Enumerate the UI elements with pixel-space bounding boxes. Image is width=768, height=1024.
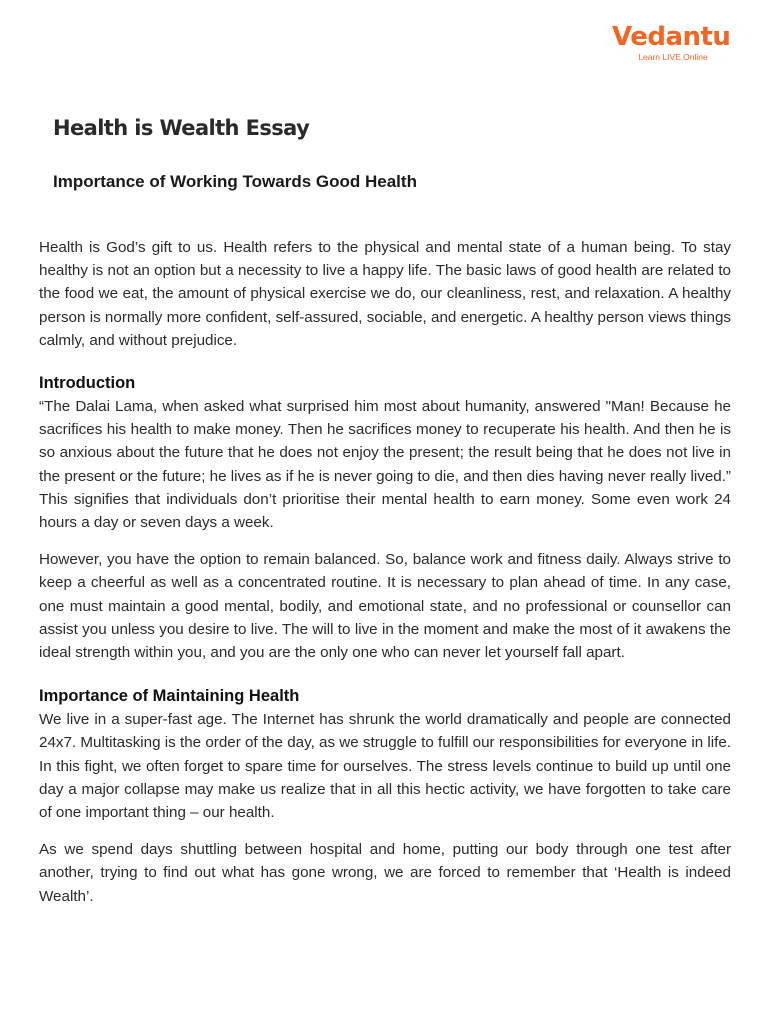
section-heading-introduction: Introduction: [39, 374, 136, 393]
logo-tagline: Learn LIVE Online: [638, 52, 708, 62]
section-heading-importance: Importance of Maintaining Health: [39, 687, 300, 706]
importance-paragraph-1: We live in a super-fast age. The Internet has shrunk the world dramatically and people are connected 24x7. Multitasking is the order of the day, as we struggle to fulfill our responsibilities for everyone in life. In this fight, we often forget to spare time for ourselves. The stress levels continue to build up until one day a major collapse may make us realize that in all this hectic activity, we have forgotten to take care of one important thing – our health.: [39, 711, 731, 822]
vedantu-logo[interactable]: [612, 22, 731, 62]
importance-paragraph-2: As we spend days shuttling between hospital and home, putting our body through one test after another, trying to find out what has gone wrong, we are forced to remember that ‘Health is indeed Wealth’.: [39, 841, 731, 905]
introduction-paragraph-1: “The Dalai Lama, when asked what surprised him most about humanity, answered "Man! Because he sacrifices his health to make money. Then he sacrifices money to recuperate his health. And then he is so anxious about the future that he does not enjoy the present; the result being that he does not live in the present or the future; he lives as if he is never going to die, and then dies having never really lived.” This signifies that individuals don’t prioritise their mental health to earn money. Some even work 24 hours a day or seven days a week.: [39, 398, 731, 532]
introduction-paragraph-2: However, you have the option to remain balanced. So, balance work and fitness daily. Always strive to keep a cheerful as well as a concentrated routine. It is necessary to plan ahead of time. In any case, one must maintain a good mental, bodily, and emotional state, and no professional or counsellor can assist you unless you desire to live. The will to live in the moment and make the most of it awakens the ideal strength within you, and you are the only one who can never let yourself fall apart.: [39, 551, 731, 662]
essay-subtitle: Importance of Working Towards Good Health: [53, 172, 417, 191]
essay-title: Health is Wealth Essay: [53, 116, 310, 140]
opening-paragraph: Health is God’s gift to us. Health refers to the physical and mental state of a human being. To stay healthy is not an option but a necessity to live a happy life. The basic laws of good health are related to the food we eat, the amount of physical exercise we do, our cleanliness, rest, and relaxation. A healthy person is normally more confident, self-assured, sociable, and energetic. A healthy person views things calmly, and without prejudice.: [39, 239, 731, 349]
essay-body: [39, 236, 731, 922]
logo-wordmark: Vedantu: [612, 22, 731, 52]
